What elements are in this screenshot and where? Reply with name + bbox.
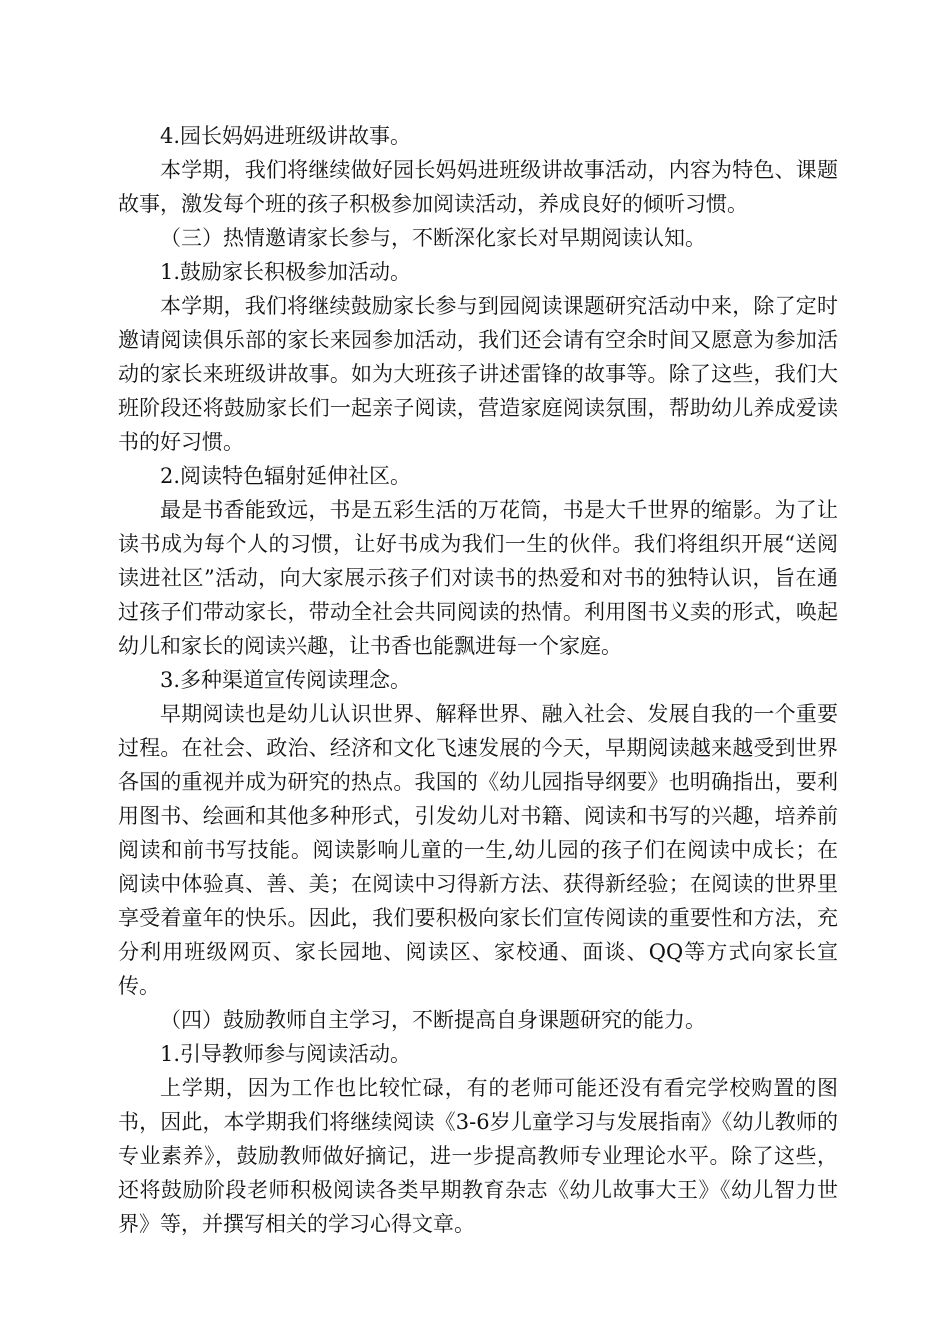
section-heading-teachers: （四）鼓励教师自主学习，不断提高自身课题研究的能力。	[160, 1008, 706, 1032]
paragraph-promotion-channels: 早期阅读也是幼儿认识世界、解释世界、融入社会、发展自我的一个重要过程。在社会、政治、经济和文化飞速发展的今天，早期阅读越来越受到世界各国的重视并成为研究的热点。我国的《幼儿园指导纲要》也明确指出，要利用图书、绘画和其他多种形式，引发幼儿对书籍、阅读和书写的兴趣，培养前阅读和前书写技能。阅读影响儿童的一生,幼儿园的孩子们在阅读中成长；在阅读中体验真、善、美；在阅读中习得新方法、获得新经验；在阅读的世界里享受着童年的快乐。因此，我们要积极向家长们宣传阅读的重要性和方法，充分利用班级网页、家长园地、阅读区、家校通、面谈、QQ等方式向家长宣传。	[118, 702, 838, 998]
subheading-community: 2.阅读特色辐射延伸社区。	[160, 464, 412, 488]
paragraph-principal-storytelling: 本学期，我们将继续做好园长妈妈进班级讲故事活动，内容为特色、课题故事，激发每个班的孩子积极参加阅读活动，养成良好的倾听习惯。	[118, 158, 838, 216]
document-body	[118, 119, 838, 1241]
paragraph-encourage-parents: 本学期，我们将继续鼓励家长参与到园阅读课题研究活动中来，除了定时邀请阅读俱乐部的家长来园参加活动，我们还会请有空余时间又愿意为参加活动的家长来班级讲故事。如为大班孩子讲述雷锋的故事等。除了这些，我们大班阶段还将鼓励家长们一起亲子阅读，营造家庭阅读氛围，帮助幼儿养成爱读书的好习惯。	[118, 294, 838, 454]
section-heading-parents: （三）热情邀请家长参与，不断深化家长对早期阅读认知。	[160, 226, 706, 250]
paragraph-community: 最是书香能致远，书是五彩生活的万花筒，书是大千世界的缩影。为了让读书成为每个人的习惯，让好书成为我们一生的伙伴。我们将组织开展“送阅读进社区”活动，向大家展示孩子们对读书的热爱和对书的独特认识，旨在通过孩子们带动家长，带动全社会共同阅读的热情。利用图书义卖的形式，唤起幼儿和家长的阅读兴趣，让书香也能飘进每一个家庭。	[118, 498, 838, 658]
subheading-promotion-channels: 3.多种渠道宣传阅读理念。	[160, 668, 412, 692]
subheading-encourage-parents: 1.鼓励家长积极参加活动。	[160, 260, 412, 284]
subheading-principal-storytelling: 4.园长妈妈进班级讲故事。	[160, 124, 412, 148]
subheading-teacher-reading: 1.引导教师参与阅读活动。	[160, 1042, 412, 1066]
paragraph-teacher-reading: 上学期，因为工作也比较忙碌，有的老师可能还没有看完学校购置的图书，因此，本学期我们将继续阅读《3-6岁儿童学习与发展指南》《幼儿教师的专业素养》，鼓励教师做好摘记，进一步提高教师专业理论水平。除了这些，还将鼓励阶段老师积极阅读各类早期教育杂志《幼儿故事大王》《幼儿智力世界》等，并撰写相关的学习心得文章。	[118, 1076, 838, 1236]
